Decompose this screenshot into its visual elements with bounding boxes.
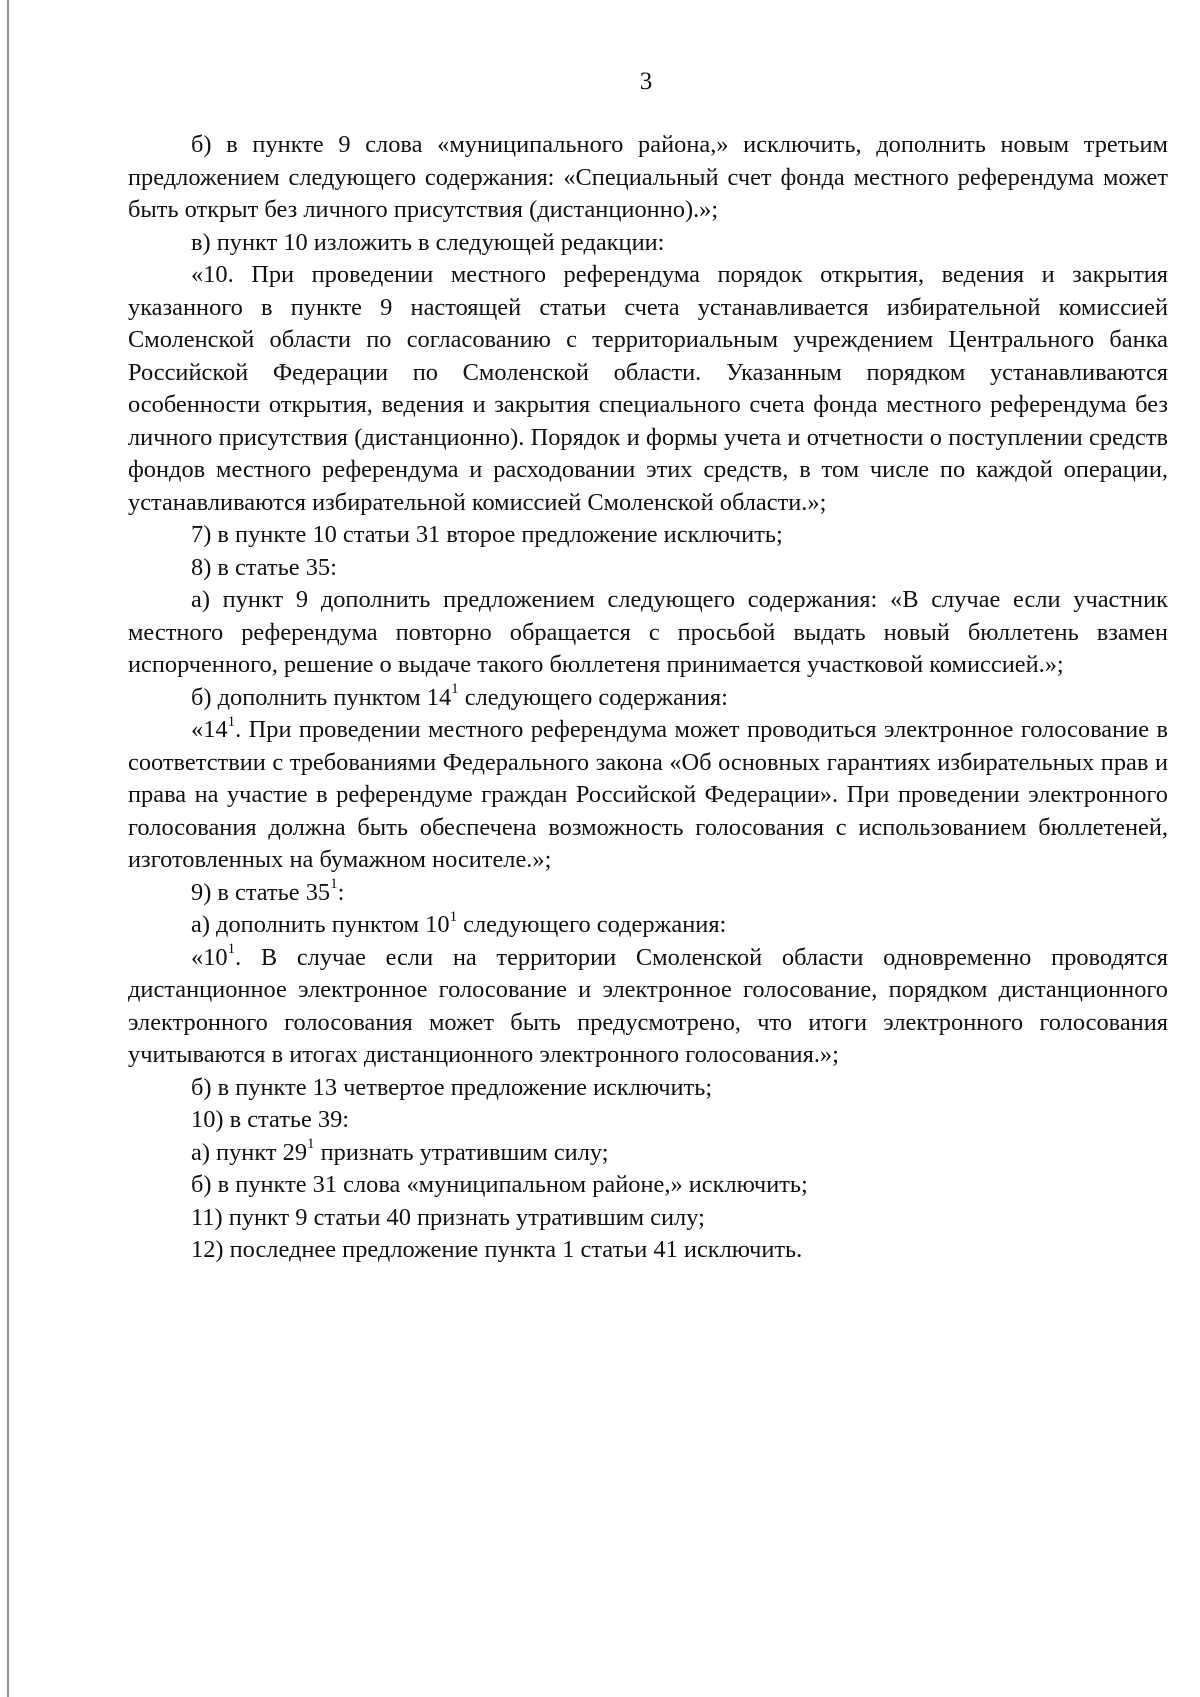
paragraph-point-10-1 — [128, 942, 1168, 1072]
paragraph-8a: а) пункт 9 дополнить предложением следующего содержания: «В случае если участник местного референдума повторно обращается с просьбой выдать новый бюллетень взамен испорченного, решение о выдаче такого бюллетеня принимается участковой комиссией.»; — [128, 586, 1168, 678]
paragraph-10a-text: а) пункт 29 — [191, 1138, 308, 1166]
paragraph-item-8: 8) в статье 35: — [191, 553, 337, 581]
superscript: 1 — [307, 1136, 315, 1153]
paragraph-6b: б) в пункте 9 слова «муниципального района,» исключить, дополнить новым третьим предложением следующего содержания: «Специальный счет фонда местного референдума может быть открыт без личного присутствия (дистанционно).»; — [128, 131, 1168, 223]
scan-edge-line — [7, 0, 9, 1697]
paragraph-10b: б) в пункте 31 слова «муниципальном районе,» исключить; — [191, 1171, 808, 1198]
paragraph-9a-text-tail: следующего содержания: — [457, 911, 727, 938]
paragraph-item-12: 12) последнее предложение пункта 1 статьи 41 исключить. — [191, 1236, 803, 1263]
paragraph-8b — [128, 682, 1168, 715]
paragraph-9a-text: а) дополнить пунктом 10 — [191, 911, 450, 938]
paragraph-point-14-1 — [128, 714, 1168, 877]
paragraph-item-9 — [128, 877, 1168, 910]
paragraph-10a — [128, 1137, 1168, 1170]
paragraph-item-10: 10) в статье 39: — [191, 1106, 350, 1133]
paragraph-item-9-text: 9) в статье 35 — [191, 878, 331, 906]
paragraph-8b-text-tail: следующего содержания: — [458, 683, 728, 711]
superscript: 1 — [227, 713, 236, 730]
paragraph-item-9-text-tail: : — [337, 878, 345, 906]
paragraph-8b-text: б) дополнить пунктом 14 — [191, 683, 452, 711]
paragraph-10a-text-tail: признать утратившим силу; — [314, 1138, 609, 1166]
superscript: 1 — [227, 941, 236, 958]
paragraph-9a — [128, 909, 1168, 942]
paragraph-point-14-1-text-tail: . При проведении местного референдума может проводиться электронное голосование в соответствии с требованиями Федерального закона «Об основных гарантиях избирательных прав и права на участие в референдуме граждан Российской Федерации». При проведении электронного голосования должна быть обеспечена возможность голосования с использованием бюллетеней, изготовленных на бумажном носителе.»; — [128, 716, 1168, 873]
paragraph-point-14-1-text: «14 — [191, 716, 228, 743]
paragraph-6v: в) пункт 10 изложить в следующей редакции: — [191, 228, 665, 256]
superscript: 1 — [451, 681, 459, 698]
paragraph-point-10-1-text-tail: . В случае если на территории Смоленской области одновременно проводятся дистанционное электронное голосование и электронное голосование, порядком дистанционного электронного голосования может быть предусмотрено, что итоги электронного голосования учитываются в итогах дистанционного электронного голосования.»; — [128, 943, 1168, 1068]
paragraph-point-10: «10. При проведении местного референдума порядок открытия, ведения и закрытия указанного в пункте 9 настоящей статьи счета устанавливается избирательной комиссией Смоленской области по согласованию с территориальным учреждением Центрального банка Российской Федерации по Смоленской области. Указанным порядком устанавливаются особенности открытия, ведения и закрытия специального счета фонда местного референдума без личного присутствия (дистанционно). Порядок и формы учета и отчетности о поступлении средств фондов местного референдума и расходовании этих средств, в том числе по каждой операции, устанавливаются избирательной комиссией Смоленской области.»; — [128, 261, 1168, 516]
superscript: 1 — [330, 876, 338, 893]
paragraph-item-11: 11) пункт 9 статьи 40 признать утратившим силу; — [191, 1203, 705, 1231]
page-number: 3 — [639, 68, 653, 95]
paragraph-item-7: 7) в пункте 10 статьи 31 второе предложение исключить; — [191, 521, 783, 548]
paragraph-point-10-1-text: «10 — [191, 943, 228, 971]
document-body — [128, 129, 1168, 1267]
paragraph-9b: б) в пункте 13 четвертое предложение исключить; — [191, 1073, 713, 1101]
superscript: 1 — [449, 908, 458, 925]
